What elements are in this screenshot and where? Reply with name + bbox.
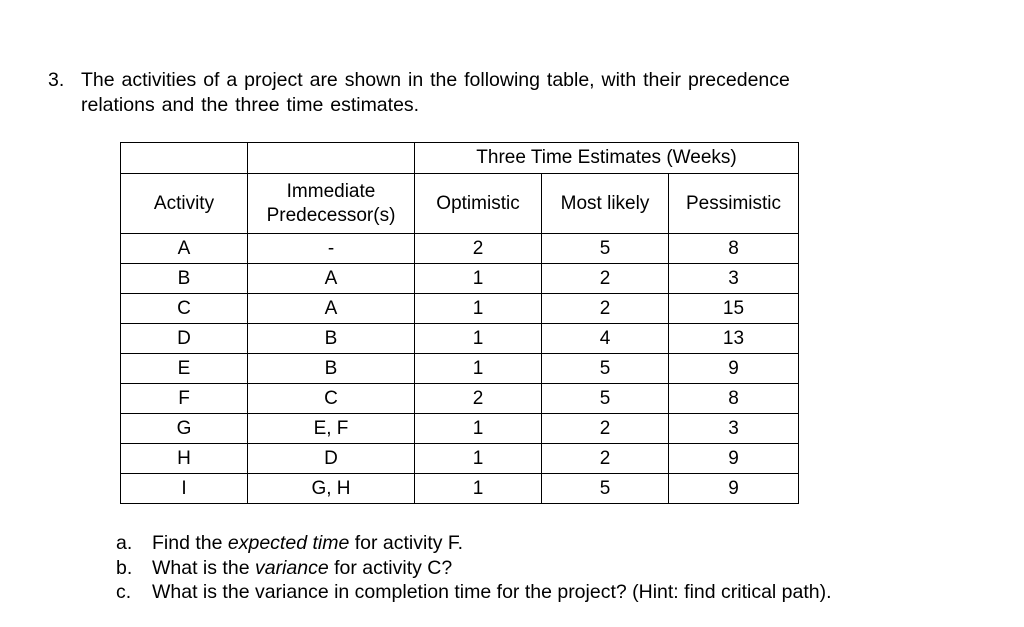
most-likely-cell: 2 (542, 294, 669, 324)
problem-statement-line-2: relations and the three time estimates. (81, 94, 420, 116)
optimistic-cell: 1 (415, 414, 542, 444)
optimistic-cell: 1 (415, 354, 542, 384)
question-emphasis: variance (254, 556, 329, 579)
predecessor-cell: G, H (248, 474, 415, 504)
most-likely-cell: 2 (542, 264, 669, 294)
table-row (121, 234, 799, 264)
activity-cell: H (121, 444, 248, 474)
pessimistic-cell: 8 (669, 384, 799, 414)
activities-table (120, 142, 799, 504)
table-group-header-row (121, 143, 799, 174)
problem-intro (48, 68, 948, 118)
pessimistic-cell: 3 (669, 414, 799, 444)
question-text: What is the variance in completion time for the project? (Hint: find critical path). (152, 581, 832, 603)
activity-cell: C (121, 294, 248, 324)
predecessor-cell: B (248, 324, 415, 354)
activity-cell: A (121, 234, 248, 264)
activity-cell: D (121, 324, 248, 354)
question-c (116, 580, 832, 605)
table-row (121, 354, 799, 384)
most-likely-header: Most likely (542, 174, 669, 234)
pessimistic-cell: 9 (669, 444, 799, 474)
pessimistic-cell: 3 (669, 264, 799, 294)
optimistic-cell: 1 (415, 324, 542, 354)
pessimistic-cell: 8 (669, 234, 799, 264)
most-likely-cell: 2 (542, 444, 669, 474)
pessimistic-cell: 9 (669, 354, 799, 384)
table-row (121, 324, 799, 354)
optimistic-cell: 2 (415, 234, 542, 264)
predecessor-cell: B (248, 354, 415, 384)
predecessor-cell: E, F (248, 414, 415, 444)
activity-header: Activity (121, 174, 248, 234)
activity-cell: B (121, 264, 248, 294)
question-b (116, 556, 832, 581)
most-likely-cell: 5 (542, 474, 669, 504)
question-text: Find the (152, 532, 228, 554)
three-time-estimates-header: Three Time Estimates (Weeks) (415, 143, 799, 174)
predecessor-header-line-1: Immediate (286, 180, 376, 202)
question-list (116, 531, 832, 605)
optimistic-header: Optimistic (415, 174, 542, 234)
predecessor-cell: - (248, 234, 415, 264)
table-row (121, 444, 799, 474)
problem-statement (81, 68, 948, 118)
problem-statement-line-1: The activities of a project are shown in the following table, with their precedence (81, 69, 790, 91)
predecessor-cell: A (248, 294, 415, 324)
table-row (121, 384, 799, 414)
question-text: What is the (152, 556, 255, 579)
optimistic-cell: 1 (415, 444, 542, 474)
predecessor-cell: D (248, 444, 415, 474)
question-label: a. (116, 532, 133, 554)
predecessor-header-line-2: Predecessor(s) (266, 204, 396, 226)
problem-number: 3. (48, 69, 65, 91)
question-label: c. (116, 581, 132, 603)
optimistic-cell: 1 (415, 264, 542, 294)
table-row (121, 294, 799, 324)
optimistic-cell: 1 (415, 474, 542, 504)
activity-cell: E (121, 354, 248, 384)
predecessor-cell: C (248, 384, 415, 414)
predecessor-cell: A (248, 264, 415, 294)
most-likely-cell: 5 (542, 384, 669, 414)
optimistic-cell: 2 (415, 384, 542, 414)
activity-cell: I (121, 474, 248, 504)
most-likely-cell: 5 (542, 354, 669, 384)
pessimistic-cell: 15 (669, 294, 799, 324)
activity-cell: G (121, 414, 248, 444)
question-text-end: for activity F. (349, 532, 464, 554)
table-row (121, 264, 799, 294)
empty-header-cell (121, 143, 248, 174)
most-likely-cell: 5 (542, 234, 669, 264)
question-emphasis: expected time (227, 532, 350, 554)
empty-header-cell (248, 143, 415, 174)
question-text-end: for activity C? (328, 556, 453, 579)
most-likely-cell: 2 (542, 414, 669, 444)
pessimistic-cell: 9 (669, 474, 799, 504)
pessimistic-header: Pessimistic (669, 174, 799, 234)
pessimistic-cell: 13 (669, 324, 799, 354)
question-a (116, 531, 832, 556)
optimistic-cell: 1 (415, 294, 542, 324)
table-row (121, 414, 799, 444)
predecessor-header (248, 174, 415, 234)
table-header-row (121, 174, 799, 234)
activity-cell: F (121, 384, 248, 414)
table-row (121, 474, 799, 504)
most-likely-cell: 4 (542, 324, 669, 354)
question-label: b. (116, 556, 133, 579)
